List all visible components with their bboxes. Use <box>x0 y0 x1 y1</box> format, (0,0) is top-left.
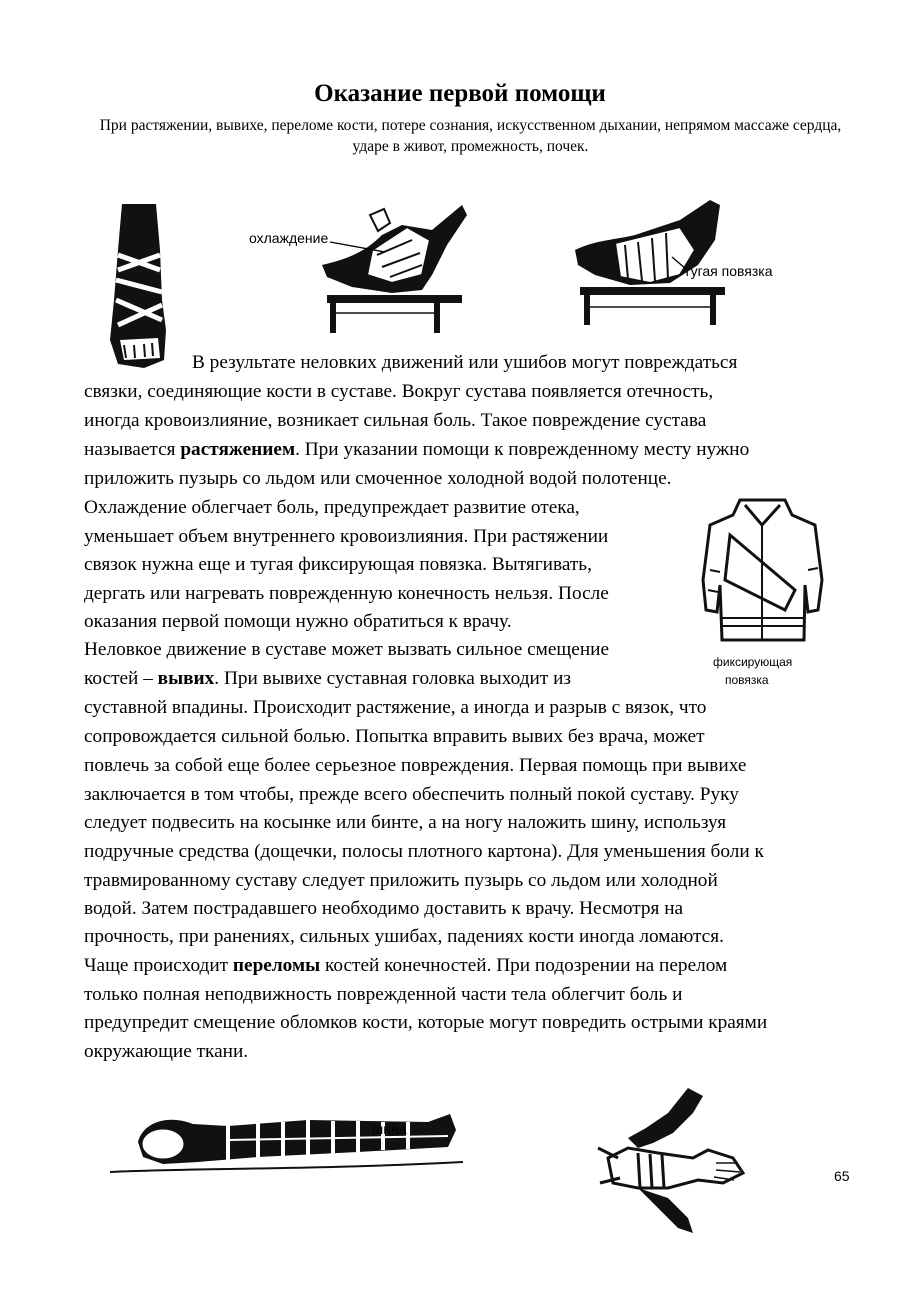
page-number: 65 <box>834 1168 850 1184</box>
body-line: приложить пузырь со льдом или смоченное холодной водой полотенце. <box>84 468 672 489</box>
body-line: иногда кровоизлияние, возникает сильная боль. Такое повреждение сустава <box>84 410 707 431</box>
body-line: связки, соединяющие кости в суставе. Вокруг сустава появляется отечность, <box>84 381 714 402</box>
body-line: В результате неловких движений или ушибов могут повреждаться <box>192 352 738 373</box>
tight-bandage-caption: тугая повязка <box>684 263 773 279</box>
body-line: дергать или нагревать поврежденную конечность нельзя. После <box>84 583 609 604</box>
splint-caption: шина <box>372 1121 407 1137</box>
body-line: суставной впадины. Происходит растяжение, а иногда и разрыв с вязок, что <box>84 697 707 718</box>
body-line: водой. Затем пострадавшего необходимо доставить к врачу. Несмотря на <box>84 898 684 919</box>
body-line: следует подвесить на косынке или бинте, а на ногу наложить шину, используя <box>84 812 727 833</box>
body-line: подручные средства (дощечки, полосы плотного картона). Для уменьшения боли к <box>84 841 764 862</box>
body-line: Охлаждение облегчает боль, предупреждает развитие отека, <box>84 497 580 518</box>
body-line: сопровождается сильной болью. Попытка вправить вывих без врача, может <box>84 726 705 747</box>
body-line: оказания первой помощи нужно обратиться к врачу. <box>84 611 512 632</box>
cooling-pointer <box>330 238 390 258</box>
term-fractures: переломы <box>232 955 321 976</box>
body-line: костей – вывих. При вывихе суставная головка выходит из <box>84 668 572 689</box>
cooling-caption: охлаждение <box>249 230 329 246</box>
leg-splint-illustration <box>108 1102 468 1182</box>
foot-cooling-illustration <box>312 205 472 340</box>
body-line: только полная неподвижность поврежденной части тела облегчит боль и <box>84 984 683 1005</box>
page-subtitle: При растяжении, вывихе, переломе кости, потере сознания, искусственном дыхании, непрямом массаже сердца, ударе в живот, промежность, почек. <box>99 117 842 155</box>
body-line: заключается в том чтобы, прежде всего обеспечить полный покой суставу. Руку <box>84 784 739 805</box>
term-dislocation: вывих <box>157 668 215 689</box>
wrist-bandage-illustration <box>598 1088 748 1238</box>
body-line: предупредит смещение обломков кости, которые могут повредить острыми краями <box>84 1012 768 1033</box>
body-line: Чаще происходит переломы костей конечностей. При подозрении на перелом <box>84 955 728 976</box>
body-line: травмированному суставу следует приложить пузырь со льдом или холодной <box>84 870 718 891</box>
fixing-bandage-caption-1: фиксирующая <box>713 655 793 669</box>
body-line: уменьшает объем внутреннего кровоизлияния. При растяжении <box>84 526 609 547</box>
body-line: прочность, при ранениях, сильных ушибах, падениях кости иногда ломаются. <box>84 926 724 947</box>
bandaged-foot-illustration <box>104 200 174 370</box>
term-sprain: растяжением <box>180 439 296 460</box>
arm-sling-illustration <box>700 500 825 650</box>
tight-bandage-pointer <box>670 255 690 275</box>
body-line: Неловкое движение в суставе может вызвать сильное смещение <box>84 639 610 660</box>
body-line: связок нужна еще и тугая фиксирующая повязка. Вытягивать, <box>84 554 592 575</box>
body-line: повлечь за собой еще более серьезное повреждения. Первая помощь при вывихе <box>84 755 747 776</box>
body-line: называется растяжением. При указании помощи к поврежденному месту нужно <box>84 439 750 460</box>
page-title: Оказание первой помощи <box>314 80 606 107</box>
body-line: окружающие ткани. <box>84 1041 249 1062</box>
fixing-bandage-caption-2: повязка <box>725 673 769 687</box>
